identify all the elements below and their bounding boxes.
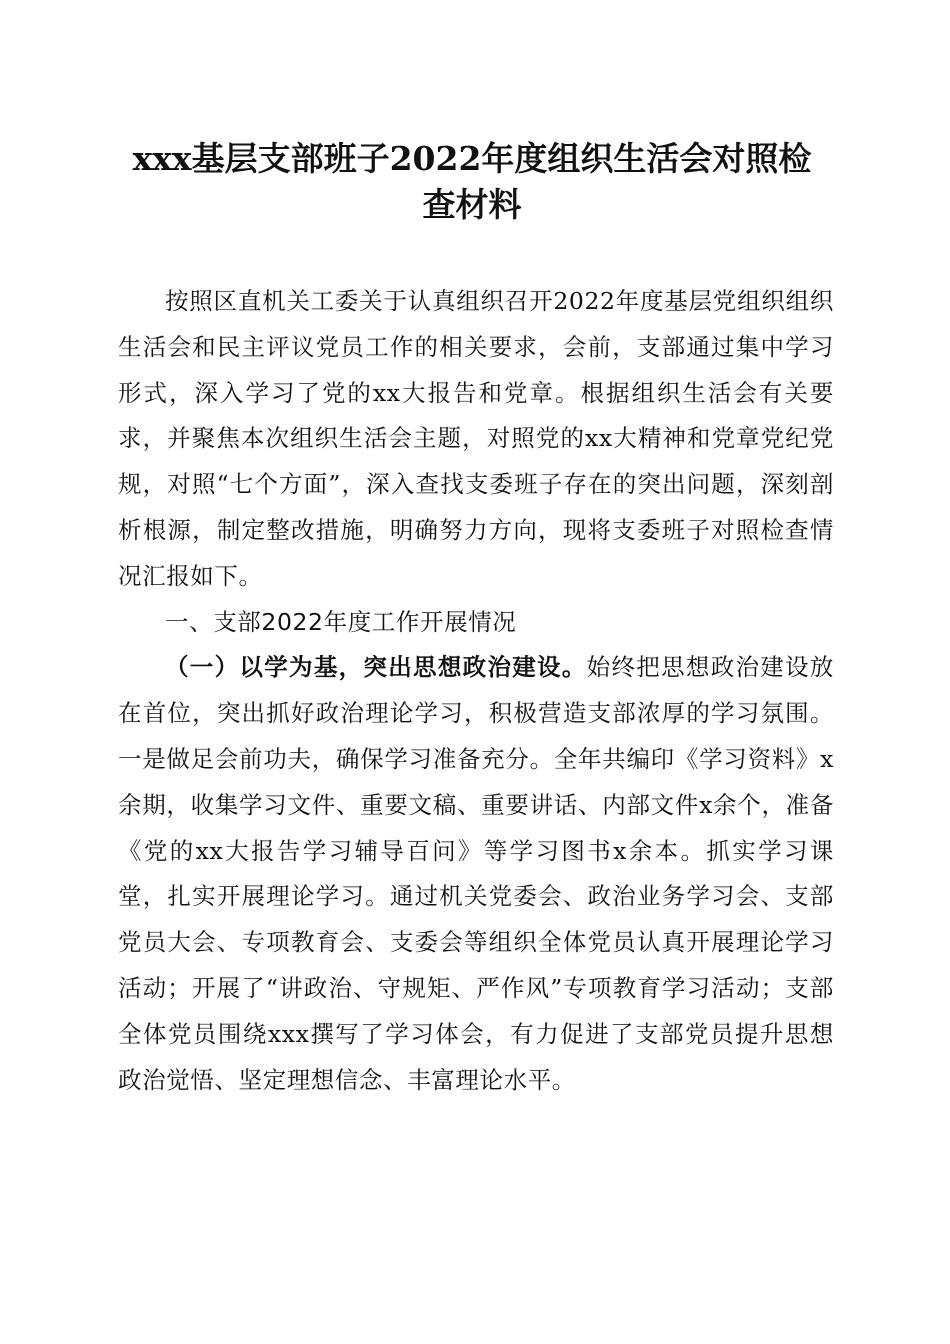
subsection-body: 始终把思想政治建设放在首位，突出抓好政治理论学习，积极营造支部浓厚的学习氛围。一是做足会前功夫，确保学习准备充分。全年共编印《学习资料》x余期，收集学习文件、重要文稿、重要讲话、内部文件x余个，准备《党的xx大报告学习辅导百问》等学习图书x余本。抓实学习课堂，扎实开展理论学习。通过机关党委会、政治业务学习会、支部党员大会、专项教育会、支委会等组织全体党员认真开展理论学习活动；开展了“讲政治、守规矩、严作风”专项教育学习活动；支部全体党员围绕xxx撰写了学习体会，有力促进了支部党员提升思想政治觉悟、坚定理想信念、丰富理论水平。 [118,653,835,1094]
title-line-1: xxx基层支部班子2022年度组织生活会对照检 [132,139,812,178]
document-body [118,279,834,1103]
intro-paragraph: 按照区直机关工委关于认真组织召开2022年度基层党组织组织生活会和民主评议党员工作的相关要求，会前，支部通过集中学习形式，深入学习了党的xx大报告和党章。根据组织生活会有关要求，并聚焦本次组织生活会主题，对照党的xx大精神和党章党纪党规，对照“七个方面”，深入查找支委班子存在的突出问题，深刻剖析根源，制定整改措施，明确努力方向，现将支委班子对照检查情况汇报如下。 [118,287,834,590]
subsection-paragraph [118,645,834,1103]
title-line-2: 查材料 [422,185,522,224]
subsection-heading: （一）以学为基，突出思想政治建设。 [165,653,587,682]
document-title [112,136,832,228]
section-heading: 一、支部2022年度工作开展情况 [165,607,517,636]
